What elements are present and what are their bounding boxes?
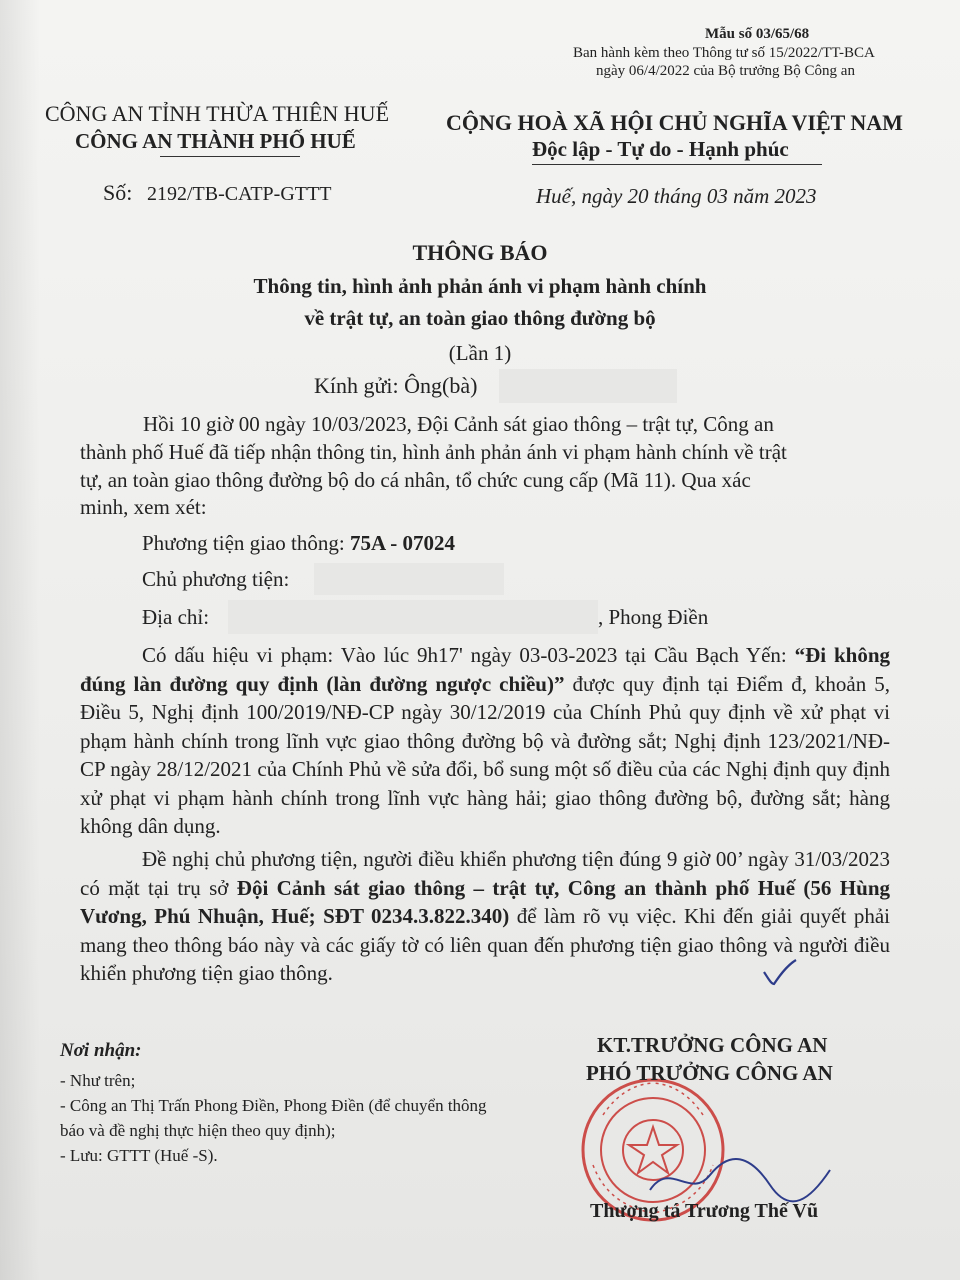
recipients-list — [60, 1068, 500, 1168]
form-reference-line-1: Ban hành kèm theo Thông tư số 15/2022/TT-BCA — [573, 45, 875, 61]
address-label: Địa chỉ: — [142, 605, 210, 629]
recipient-label: Kính gửi: Ông(bà) — [314, 373, 478, 398]
motto-underline — [532, 164, 822, 165]
form-reference-line-2: ngày 06/4/2022 của Bộ trưởng Bộ Công an — [596, 63, 855, 79]
violation-description: “Đi không đúng làn đường quy định (làn đường ngược chiều)” — [80, 643, 890, 696]
document-subtitle-1: Thông tin, hình ảnh phản ánh vi phạm hành chính — [253, 274, 707, 298]
recipient-item: - Lưu: GTTT (Huế -S). — [60, 1146, 218, 1165]
doc-number: 2192/TB-CATP-GTTT — [147, 183, 332, 205]
request-lead: Đề nghị chủ phương tiện, người điều khiển phương tiện đúng 9 giờ 00’ ngày 31/03/2023 có mặt tại trụ sở — [80, 847, 890, 900]
address-suffix: , Phong Điền — [598, 605, 709, 629]
recipient-item: - Như trên; — [60, 1071, 136, 1090]
org-underline — [160, 156, 300, 157]
redacted-owner — [314, 563, 504, 595]
violation-legal-basis: được quy định tại Điểm đ, khoản 5, Điều 5, Nghị định 100/2019/NĐ-CP ngày 30/12/2019 của Chính Phủ quy định về xử phạt vi phạm hành chính trong lĩnh vực giao thông đường bộ và đường sắt; Nghị định 123/2021/NĐ-CP ngày 28/12/2021 của Chính Phủ về sửa đổi, bổ sung một số điều của các Nghị định quy định xử phạt vi phạm hành chính trong lĩnh vực hàng hải; giao thông đường bộ, đường sắt; hàng không dân dụng. — [80, 671, 890, 838]
paragraph-1-line: minh, xem xét: — [80, 495, 207, 519]
document-subtitle-2: về trật tự, an toàn giao thông đường bộ — [304, 306, 656, 330]
paragraph-1-line: tự, an toàn giao thông đường bộ do cá nhân, tổ chức cung cấp (Mã 11). Qua xác — [80, 468, 751, 492]
owner-label: Chủ phương tiện: — [142, 567, 290, 591]
recipients-title: Nơi nhận: — [60, 1040, 142, 1061]
document-title: THÔNG BÁO — [412, 240, 548, 265]
national-title: CỘNG HOÀ XÃ HỘI CHỦ NGHĨA VIỆT NAM — [446, 110, 903, 135]
issuing-organization: CÔNG AN THÀNH PHỐ HUẾ — [75, 129, 356, 153]
recipient-item: - Công an Thị Trấn Phong Điền, Phong Điền (để chuyển thông báo và đề nghị thực hiện theo quy định); — [60, 1096, 487, 1140]
paragraph-1-line: Hồi 10 giờ 00 ngày 10/03/2023, Đội Cảnh sát giao thông – trật tự, Công an — [143, 412, 774, 436]
redacted-address — [228, 600, 598, 634]
violation-lead: Có dấu hiệu vi phạm: Vào lúc 9h17' ngày 03-03-2023 tại Cầu Bạch Yến: — [142, 643, 795, 667]
signer-name: Thượng tá Trương Thế Vũ — [590, 1200, 819, 1222]
paragraph-1-line: thành phố Huế đã tiếp nhận thông tin, hình ảnh phản ánh vi phạm hành chính về trật — [80, 440, 787, 464]
page-shadow — [0, 0, 40, 1280]
vehicle-row — [142, 531, 455, 556]
place-date: Huế, ngày 20 tháng 03 năm 2023 — [536, 184, 817, 208]
vehicle-plate: 75A - 07024 — [349, 531, 455, 555]
doc-number-label: Số: — [103, 180, 133, 205]
violation-paragraph — [80, 641, 890, 841]
redacted-recipient — [499, 369, 677, 403]
vehicle-label: Phương tiện giao thông: — [142, 531, 345, 555]
parent-organization: CÔNG AN TỈNH THỪA THIÊN HUẾ — [45, 101, 390, 126]
handwritten-checkmark-icon — [762, 958, 798, 988]
national-motto: Độc lập - Tự do - Hạnh phúc — [532, 137, 789, 161]
request-location: Đội Cảnh sát giao thông – trật tự, Công an thành phố Huế (56 Hùng Vương, Phú Nhuận, Huế; SĐT 0234.3.822.340) — [80, 875, 890, 928]
signature-title-1: KT.TRƯỞNG CÔNG AN — [597, 1033, 828, 1057]
form-number: Mẫu số 03/65/68 — [705, 26, 810, 42]
signature-title-2: PHÓ TRƯỞNG CÔNG AN — [586, 1061, 833, 1085]
notice-round: (Lần 1) — [448, 341, 512, 365]
request-rest: để làm rõ vụ việc. Khi đến giải quyết phải mang theo thông báo này và các giấy tờ có liên quan đến phương tiện giao thông và người điều khiển phương tiện giao thông. — [80, 904, 890, 985]
